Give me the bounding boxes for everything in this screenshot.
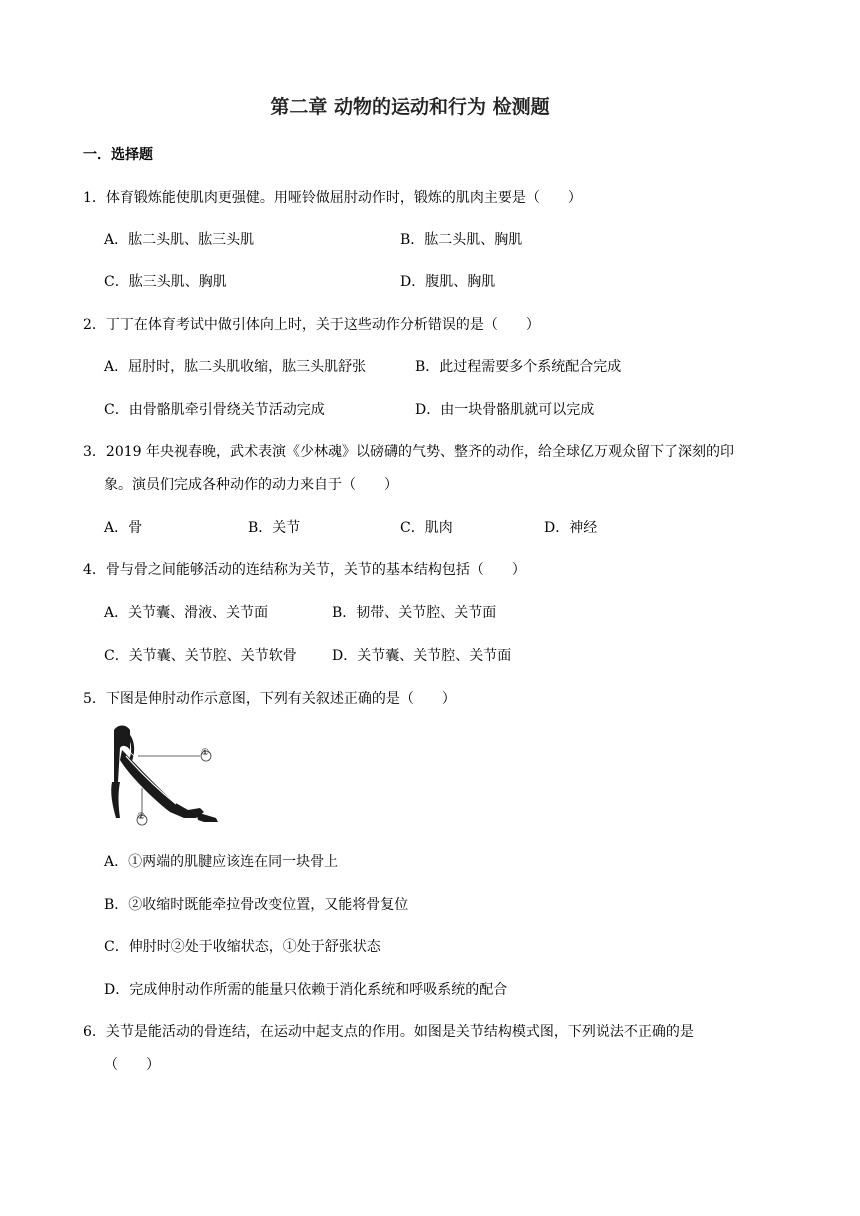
- figure-label-1: ①: [201, 748, 210, 758]
- question-3-stem-line2: 象。演员们完成各种动作的动力来自于（ ）: [104, 477, 398, 493]
- question-4-option-c: C．关节囊、关节腔、关节软骨: [104, 648, 297, 664]
- question-1-stem: 1．体育锻炼能使肌肉更强健。用哑铃做屈肘动作时，锻炼的肌肉主要是（ ）: [83, 190, 582, 206]
- question-1-option-c: C．肱三头肌、胸肌: [104, 274, 227, 290]
- question-3-option-a: A．骨: [104, 520, 143, 536]
- question-2-option-a: A．屈肘时，肱二头肌收缩，肱三头肌舒张: [104, 359, 367, 375]
- page-title: 第二章 动物的运动和行为 检测题: [270, 96, 550, 118]
- question-5-option-d: D．完成伸肘动作所需的能量只依赖于消化系统和呼吸系统的配合: [104, 982, 508, 998]
- arm-diagram-icon: [104, 722, 224, 832]
- question-3-option-c: C．肌肉: [400, 520, 453, 536]
- question-3-option-d: D．神经: [544, 520, 598, 536]
- question-2-option-d: D．由一块骨骼肌就可以完成: [415, 402, 595, 418]
- question-4-option-d: D．关节囊、关节腔、关节面: [332, 648, 512, 664]
- question-1-option-a: A．肱二头肌、肱三头肌: [104, 232, 255, 248]
- question-1-option-b: B．肱二头肌、胸肌: [400, 232, 523, 248]
- question-4-stem: 4．骨与骨之间能够活动的连结称为关节，关节的基本结构包括（ ）: [83, 562, 526, 578]
- question-5-option-a: A．①两端的肌腱应该连在同一块骨上: [104, 854, 339, 870]
- question-3-stem-line1: 3．2019 年央视春晚，武术表演《少林魂》以磅礴的气势、整齐的动作，给全球亿万观众留下了深刻的印: [83, 444, 734, 460]
- elbow-extension-figure: [104, 722, 224, 832]
- question-2-option-c: C．由骨骼肌牵引骨绕关节活动完成: [104, 402, 325, 418]
- question-5-stem: 5．下图是伸肘动作示意图，下列有关叙述正确的是（ ）: [83, 691, 456, 707]
- question-6-stem-line1: 6．关节是能活动的骨连结，在运动中起支点的作用。如图是关节结构模式图，下列说法不正确的是: [83, 1024, 694, 1040]
- question-5-option-c: C．伸肘时②处于收缩状态，①处于舒张状态: [104, 939, 381, 955]
- figure-label-2: ②: [137, 812, 146, 822]
- question-4-option-a: A．关节囊、滑液、关节面: [104, 605, 269, 621]
- question-1-option-d: D．腹肌、胸肌: [400, 274, 496, 290]
- question-4-option-b: B．韧带、关节腔、关节面: [332, 605, 497, 621]
- question-6-stem-line2: （ ）: [104, 1057, 160, 1073]
- question-2-option-b: B．此过程需要多个系统配合完成: [415, 359, 622, 375]
- question-5-option-b: B．②收缩时既能牵拉骨改变位置，又能将骨复位: [104, 897, 409, 913]
- question-2-stem: 2．丁丁在体育考试中做引体向上时，关于这些动作分析错误的是（ ）: [83, 317, 540, 333]
- question-3-option-b: B．关节: [248, 520, 301, 536]
- section-heading: 一．选择题: [83, 147, 153, 163]
